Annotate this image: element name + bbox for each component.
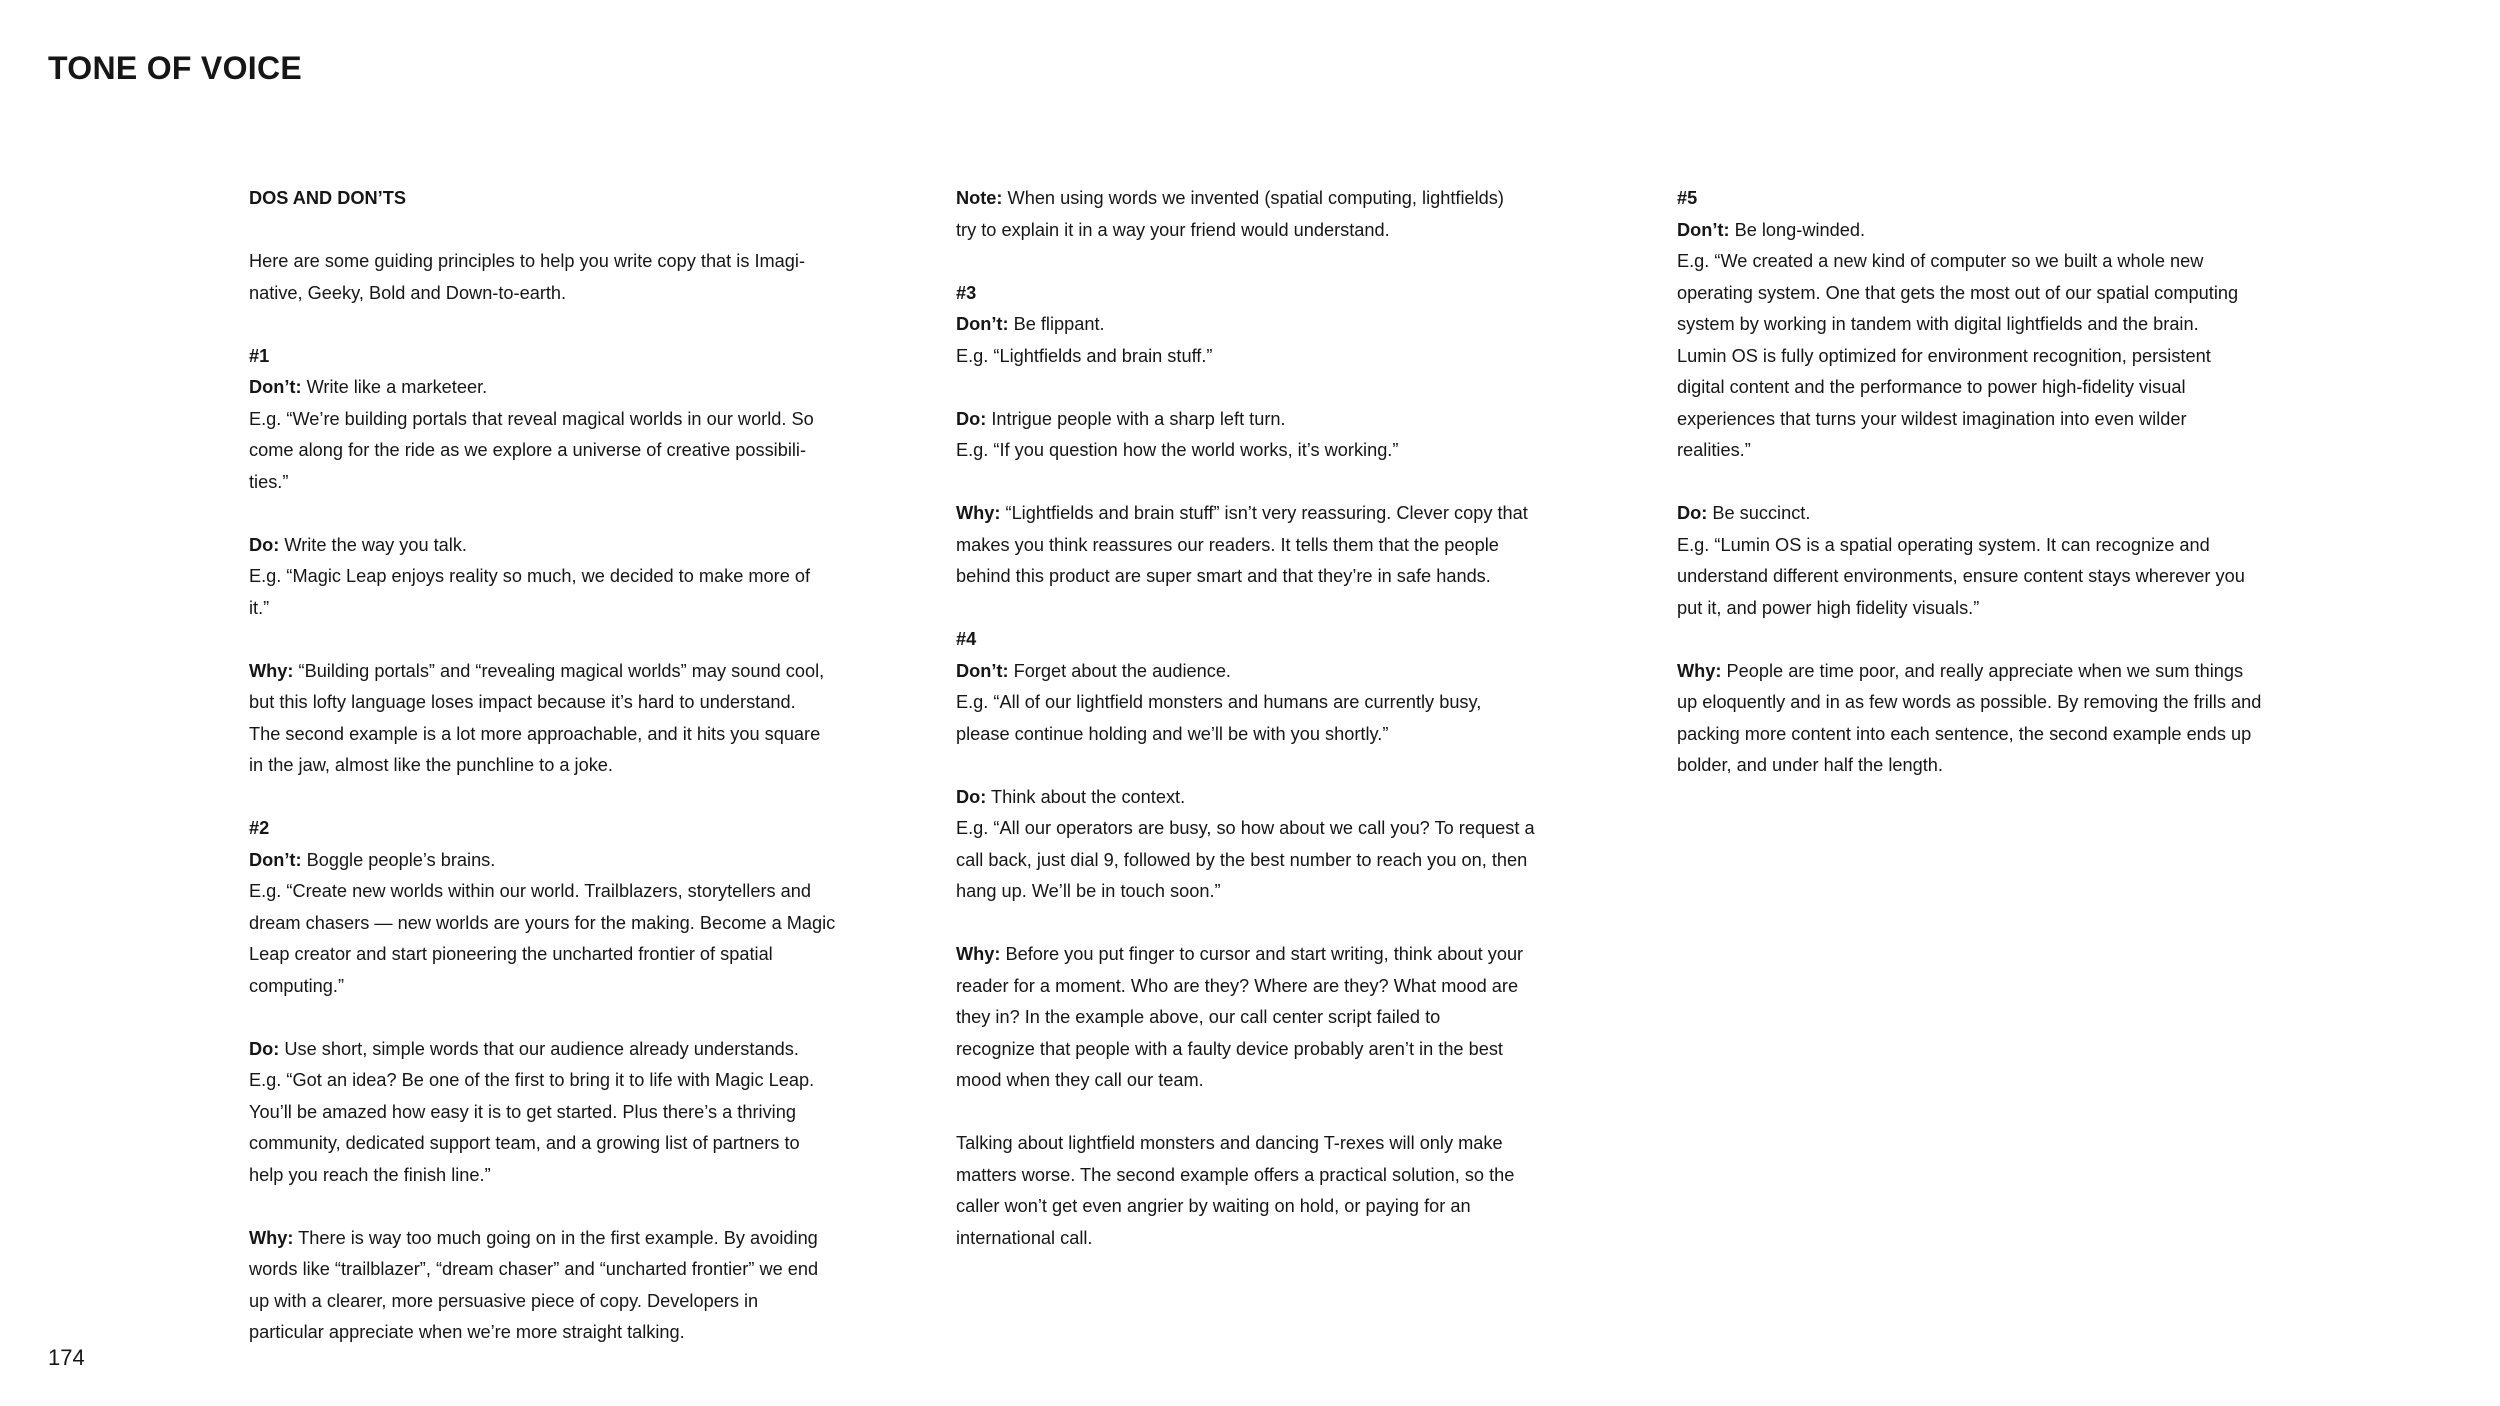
why-label: Why: [249,1227,294,1248]
dont-label: Don’t: [249,849,302,870]
why-line: particular appreciate when we’re more straight talking. [249,1322,685,1342]
example-line: E.g. “Create new worlds within our world. Trailblazers, storytellers and [249,881,812,901]
example-line: E.g. “Got an idea? Be one of the first to bring it to life with Magic Leap. [249,1070,815,1090]
column-dos-and-donts [249,183,859,1349]
dont-text: Be long-winded. [1729,219,1866,240]
example-line: E.g. “We created a new kind of computer so we built a whole new [1677,251,2204,271]
example-line: E.g. “We’re building portals that reveal magical worlds in our world. So [249,408,814,429]
principle-4 [956,624,1566,1254]
why-text: There is way too much going on in the first example. By avoiding [293,1227,818,1248]
why-line: recognize that people with a faulty device probably aren’t in the best [956,1038,1503,1059]
do-text: Intrigue people with a sharp left turn. [986,408,1286,429]
dont-text: Boggle people’s brains. [301,849,496,870]
example-line: come along for the ride as we explore a universe of creative possibili- [249,440,807,460]
do-text: Be succinct. [1707,503,1811,523]
example-line: operating system. One that gets the most out of our spatial computing [1677,282,2239,303]
note-label: Note: [956,188,1003,208]
text-line: native, Geeky, Bold and Down-to-earth. [249,282,567,303]
column-principle-5 [1677,183,2287,782]
dont-line [1677,215,2287,247]
why-line [956,939,1566,971]
intro-paragraph [249,246,859,309]
extra-line: international call. [956,1227,1093,1248]
dont-line [249,845,859,877]
example-line: help you reach the finish line.” [249,1164,491,1185]
why-line: up with a clearer, more persuasive piece of copy. Developers in [249,1290,759,1311]
why-line [249,1223,859,1255]
example-line: E.g. “All our operators are busy, so how about we call you? To request a [956,818,1535,838]
dont-label: Don’t: [1677,219,1730,240]
do-text: Think about the context. [986,786,1186,807]
why-label: Why: [1677,660,1722,681]
example-line: please continue holding and we’ll be with you shortly.” [956,723,1389,744]
why-line: words like “trailblazer”, “dream chaser” and “uncharted frontier” we end [249,1259,819,1279]
example-line: community, dedicated support team, and a growing list of partners to [249,1133,800,1153]
dont-label: Don’t: [956,660,1009,681]
principle-3 [956,278,1566,593]
example-line: E.g. “Magic Leap enjoys reality so much, we decided to make more of [249,566,811,586]
why-line [956,498,1566,530]
text-line: Here are some guiding principles to help you write copy that is Imagi- [249,251,805,271]
do-label: Do: [956,786,987,807]
dont-label: Don’t: [956,314,1009,334]
do-label: Do: [249,1038,280,1059]
dont-label: Don’t: [249,377,302,397]
note-paragraph [956,183,1566,246]
example-line: put it, and power high fidelity visuals.” [1677,597,1980,618]
why-line: bolder, and under half the length. [1677,755,1943,775]
example-line: E.g. “Lumin OS is a spatial operating system. It can recognize and [1677,534,2210,555]
why-line: in the jaw, almost like the punchline to a joke. [249,755,613,775]
example-line: ties.” [249,471,289,492]
section-heading: DOS AND DON’TS [249,188,406,208]
principle-number: #2 [249,818,270,838]
extra-line: Talking about lightfield monsters and dancing T-rexes will only make [956,1133,1503,1153]
dont-line [956,656,1566,688]
principle-number: #5 [1677,188,1698,208]
why-line: reader for a moment. Who are they? Where are they? What mood are [956,975,1519,996]
do-text: Write the way you talk. [279,534,467,555]
example-line: Lumin OS is fully optimized for environment recognition, persistent [1677,345,2211,366]
principle-number: #1 [249,345,270,366]
why-text: Before you put finger to cursor and start writing, think about your [1000,944,1524,964]
why-label: Why: [956,944,1001,964]
example-line: digital content and the performance to power high-fidelity visual [1677,377,2186,397]
example-line: E.g. “If you question how the world works, it’s working.” [956,440,1399,460]
principle-2 [249,813,859,1349]
do-text: Use short, simple words that our audience already understands. [279,1038,799,1059]
page-title: TONE OF VOICE [48,50,303,86]
why-line: mood when they call our team. [956,1070,1204,1090]
dont-text: Forget about the audience. [1008,660,1231,681]
do-line [956,404,1566,436]
why-line: but this lofty language loses impact because it’s hard to understand. [249,692,796,712]
why-line: The second example is a lot more approachable, and it hits you square [249,723,821,744]
example-line: system by working in tandem with digital lightfields and the brain. [1677,314,2199,334]
dont-line [249,372,859,404]
why-line [1677,656,2287,688]
why-line: packing more content into each sentence, the second example ends up [1677,723,2252,744]
do-line [956,782,1566,814]
why-text: People are time poor, and really appreciate when we sum things [1721,660,2244,681]
do-label: Do: [249,534,280,555]
extra-line: matters worse. The second example offers a practical solution, so the [956,1164,1515,1185]
do-line [249,530,859,562]
note-line: try to explain it in a way your friend would understand. [956,219,1390,240]
why-label: Why: [956,503,1001,523]
why-line: they in? In the example above, our call center script failed to [956,1007,1441,1027]
why-line: behind this product are super smart and that they’re in safe hands. [956,566,1491,586]
note-text: When using words we invented (spatial computing, lightfields) [1002,188,1504,208]
example-line: it.” [249,597,270,618]
note-line [956,183,1566,215]
example-line: Leap creator and start pioneering the uncharted frontier of spatial [249,944,773,964]
why-text: “Lightfields and brain stuff” isn’t very reassuring. Clever copy that [1000,503,1528,523]
why-line: makes you think reassures our readers. It tells them that the people [956,534,1499,555]
extra-line: caller won’t get even angrier by waiting on hold, or paying for an [956,1196,1471,1216]
do-label: Do: [1677,503,1708,523]
example-line: E.g. “Lightfields and brain stuff.” [956,345,1213,366]
example-line: E.g. “All of our lightfield monsters and humans are currently busy, [956,692,1482,712]
do-label: Do: [956,408,987,429]
column-principles-3-4 [956,183,1566,1254]
do-line [249,1034,859,1066]
why-line: up eloquently and in as few words as possible. By removing the frills and [1677,692,2262,712]
example-line: hang up. We’ll be in touch soon.” [956,881,1221,901]
principle-number: #4 [956,629,977,649]
example-line: experiences that turns your wildest imagination into even wilder [1677,408,2187,429]
principle-5 [1677,183,2287,782]
principle-number: #3 [956,282,977,303]
dont-text: Write like a marketeer. [301,377,488,397]
why-label: Why: [249,660,294,681]
example-line: realities.” [1677,440,1751,460]
example-line: call back, just dial 9, followed by the best number to reach you on, then [956,849,1528,870]
dont-text: Be flippant. [1008,314,1105,334]
dont-line [956,309,1566,341]
page-number: 174 [48,1345,85,1370]
principle-1 [249,341,859,782]
example-line: You’ll be amazed how easy it is to get started. Plus there’s a thriving [249,1101,796,1122]
why-line [249,656,859,688]
example-line: understand different environments, ensure content stays wherever you [1677,566,2245,586]
example-line: computing.” [249,975,345,996]
example-line: dream chasers — new worlds are yours for the making. Become a Magic [249,912,836,933]
why-text: “Building portals” and “revealing magical worlds” may sound cool, [293,660,825,681]
do-line [1677,498,2287,530]
